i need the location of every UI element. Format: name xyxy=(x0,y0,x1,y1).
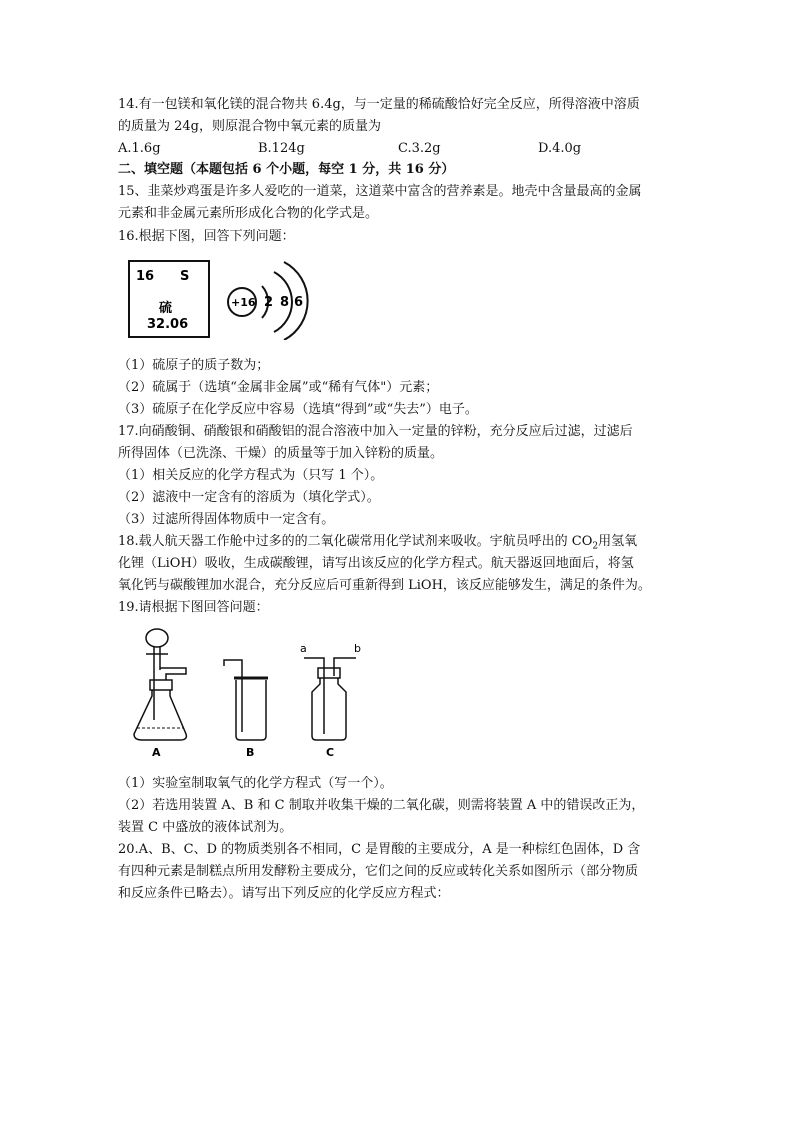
q19-sub2: （2）若选用装置 A、B 和 C 制取并收集干燥的二氧化碳，则需将装置 A 中的错误改正为， xyxy=(118,798,645,813)
q16-intro: 16.根据下图，回答下列问题： xyxy=(118,229,295,244)
apparatus-b xyxy=(224,660,268,759)
q20-line2: 有四种元素是制糕点所用发酵粉主要成分，它们之间的反应或转化关系如图所示（部分物质 xyxy=(118,864,639,879)
co2-subscript: 2 xyxy=(592,541,599,552)
element-name: 硫 xyxy=(159,301,173,316)
bottle-b xyxy=(236,680,266,740)
q14-option-b: B.124g xyxy=(258,141,305,156)
apparatus-figure xyxy=(128,624,368,764)
element-symbol: S xyxy=(180,269,190,284)
q17-sub2: （2）滤液中一定含有的溶质为（填化学式）。 xyxy=(118,490,380,505)
q17-line1: 17.向硝酸铜、硝酸银和硝酸铝的混合溶液中加入一定量的锌粉，充分反应后过滤，过滤后 xyxy=(118,424,633,439)
q14-option-c: C.3.2g xyxy=(398,141,441,156)
outlet-tube-c xyxy=(334,658,356,676)
label-c: C xyxy=(326,746,335,759)
q14-line2: 的质量为 24g，则原混合物中氧元素的质量为 xyxy=(118,119,381,134)
q18-line1-part1: 18.载人航天器工作舱中过多的的二氧化碳常用化学试剂来吸收。宇航员呼出的 CO xyxy=(118,534,593,549)
bottle-c xyxy=(312,678,346,740)
stopper-c xyxy=(318,668,340,678)
q17-sub1: （1）相关反应的化学方程式为（只写 1 个）。 xyxy=(118,468,384,483)
delivery-tube-b xyxy=(224,660,242,732)
element-number: 16 xyxy=(136,269,155,284)
shell-3-electrons: 6 xyxy=(294,295,304,310)
q18-line1-part2: 用氢氧 xyxy=(598,534,638,549)
q18-line1 xyxy=(118,533,637,551)
section-heading: 二、填空题（本题包括 6 个小题，每空 1 分，共 16 分） xyxy=(118,162,455,177)
q16-sub2: （2）硫属于（选填“金属非金属”或“稀有气体"）元素； xyxy=(118,380,439,395)
q19-sub2-cont: 装置 C 中盛放的液体试剂为。 xyxy=(118,820,293,835)
q20-line3: 和反应条件已略去）。请写出下列反应的化学反应方程式： xyxy=(118,886,450,901)
q15-line2: 元素和非金属元素所形成化合物的化学式是。 xyxy=(118,206,379,221)
flask-a xyxy=(134,690,186,740)
q16-sub3: （3）硫原子在化学反应中容易（选填“得到”或“失去”）电子。 xyxy=(118,402,478,417)
label-b: B xyxy=(246,746,255,759)
q17-sub3: （3）过滤所得固体物质中一定含有。 xyxy=(118,512,335,527)
apparatus-a xyxy=(134,629,186,759)
element-mass: 32.06 xyxy=(147,317,189,332)
q19-intro: 19.请根据下图回答问题： xyxy=(118,600,269,615)
q18-line2: 化锂（LiOH）吸收，生成碳酸锂，请写出该反应的化学方程式。航天器返回地面后，将氢 xyxy=(118,556,634,571)
delivery-tube-a xyxy=(160,668,186,680)
q14-option-d: D.4.0g xyxy=(538,141,582,156)
port-b-label: b xyxy=(354,642,361,655)
q17-line2: 所得固体（已洗涤、干燥）的质量等于加入锌粉的质量。 xyxy=(118,446,444,461)
inlet-tube-c xyxy=(304,658,324,734)
q18-line3: 氧化钙与碳酸锂加水混合，充分反应后可重新得到 LiOH，该反应能够发生，满足的条件为。 xyxy=(118,578,651,593)
q14-line1: 14.有一包镁和氧化镁的混合物共 6.4g，与一定量的稀硫酸恰好完全反应，所得溶液中溶质 xyxy=(118,97,640,112)
label-a: A xyxy=(152,746,161,759)
shell-2-electrons: 8 xyxy=(280,295,290,310)
sulfur-figure xyxy=(126,258,316,340)
q14-option-a: A.1.6g xyxy=(118,141,161,156)
funnel-bulb xyxy=(146,629,168,647)
q16-sub1: （1）硫原子的质子数为； xyxy=(118,358,270,373)
shell-1-electrons: 2 xyxy=(264,295,274,310)
apparatus-c xyxy=(300,642,361,759)
q20-line1: 20.A、B、C、D 的物质类别各不相同，C 是胃酸的主要成分，A 是一种棕红色固体，D 含 xyxy=(118,842,641,857)
port-a-label: a xyxy=(300,642,307,655)
q19-sub1: （1）实验室制取氧气的化学方程式（写一个）。 xyxy=(118,776,393,791)
q15-line1: 15、韭菜炒鸡蛋是许多人爱吃的一道菜，这道菜中富含的营养素是。地壳中含量最高的金属 xyxy=(118,184,642,199)
nucleus-charge: +16 xyxy=(231,296,256,309)
